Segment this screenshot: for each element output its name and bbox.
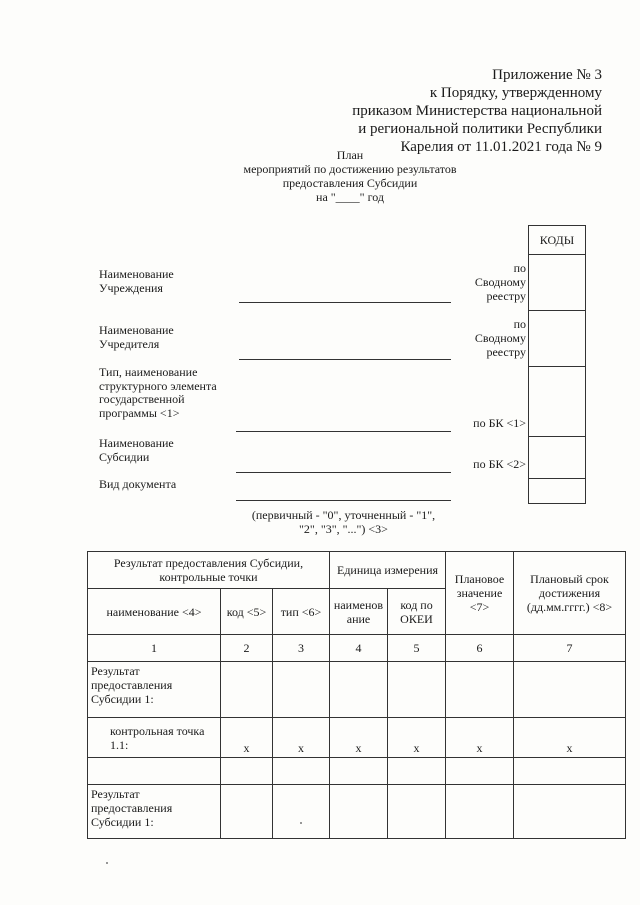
header-unit-group: Единица измерения [330, 552, 446, 589]
table-cell[interactable] [221, 785, 273, 839]
column-number: 3 [273, 635, 330, 662]
code-label-line: по [513, 317, 526, 331]
table-cell[interactable] [273, 785, 330, 839]
field-founder-code-label [475, 317, 526, 359]
table-cell[interactable]: x [221, 718, 273, 758]
column-number: 5 [388, 635, 446, 662]
header-name: наименование <4> [88, 589, 221, 635]
code-label-line: реестру [486, 345, 526, 359]
table-cell[interactable] [388, 758, 446, 785]
table-cell[interactable]: x [388, 718, 446, 758]
field-doctype-label: Вид документа [99, 477, 177, 491]
field-label-line: структурного элемента [99, 378, 217, 393]
header-plan-term: Плановый срок достижения (дд.мм.гггг.) <8> [514, 552, 626, 635]
code-label-line: реестру [486, 289, 526, 303]
title-line-3: предоставления Субсидии [282, 176, 418, 190]
table-cell[interactable] [514, 662, 626, 718]
appendix-header [352, 66, 602, 156]
field-program-line[interactable] [236, 431, 451, 432]
appendix-ministry: приказом Министерства национальной [352, 103, 602, 119]
table-row [88, 785, 626, 839]
appendix-number: Приложение № 3 [492, 67, 602, 83]
field-institution-line[interactable] [239, 302, 451, 303]
table-cell[interactable] [446, 758, 514, 785]
column-number: 4 [330, 635, 388, 662]
title-line-2: мероприятий по достижению результатов [243, 162, 457, 176]
column-number: 1 [88, 635, 221, 662]
table-row [88, 662, 626, 718]
table-row [88, 758, 626, 785]
header-result-group: Результат предоставления Субсидии, контрольные точки [88, 552, 330, 589]
scan-speck [106, 862, 108, 864]
table-cell[interactable] [273, 758, 330, 785]
appendix-date: Карелия от 11.01.2021 года № 9 [400, 139, 602, 155]
field-label-line: Наименование [99, 323, 174, 337]
field-subsidy-code-label: по БК <2> [473, 457, 526, 471]
table-cell[interactable] [330, 758, 388, 785]
field-label-line: Субсидии [99, 449, 150, 464]
field-founder-line[interactable] [239, 359, 451, 360]
field-label-line: Наименование [99, 267, 174, 281]
table-cell[interactable]: x [446, 718, 514, 758]
table-cell[interactable]: x [330, 718, 388, 758]
table-cell[interactable] [388, 662, 446, 718]
field-label-line: Тип, наименование [99, 365, 198, 379]
header-type: тип <6> [273, 589, 330, 635]
table-row [88, 718, 626, 758]
field-institution-label [99, 268, 174, 295]
header-code: код <5> [221, 589, 273, 635]
code-label-line: по [513, 261, 526, 275]
table-cell[interactable] [221, 662, 273, 718]
column-number: 6 [446, 635, 514, 662]
code-label-line: Сводному [474, 275, 526, 289]
field-institution-code-label [475, 261, 526, 303]
control-point-name-cell[interactable]: контрольная точка 1.1: [88, 718, 221, 758]
field-subsidy-line[interactable] [236, 472, 451, 473]
doc-type-note [226, 508, 461, 536]
field-label-line: Учредителя [99, 336, 160, 351]
field-founder-label [99, 324, 174, 351]
field-doctype-line[interactable] [236, 500, 451, 501]
appendix-order-ref: к Порядку, утвержденному [429, 85, 602, 101]
column-numbers-row [88, 635, 626, 662]
field-label-line: Наименование [99, 436, 174, 450]
result-name-cell[interactable]: Результат предоставления Субсидии 1: [88, 785, 221, 839]
note-line: "2", "3", "...") <3> [299, 522, 388, 536]
field-program-code-label: по БК <1> [473, 416, 526, 430]
table-cell[interactable] [330, 785, 388, 839]
header-plan-value: Плановое значение <7> [446, 552, 514, 635]
codes-header: КОДЫ [539, 233, 575, 247]
column-number: 7 [514, 635, 626, 662]
table-cell[interactable] [446, 662, 514, 718]
table-cell[interactable]: x [514, 718, 626, 758]
scan-speck [300, 822, 302, 824]
page-title [200, 148, 500, 204]
result-name-cell[interactable]: Результат предоставления Субсидии 1: [88, 662, 221, 718]
codes-box [528, 225, 586, 504]
field-program-label [99, 366, 217, 420]
table-cell[interactable] [446, 785, 514, 839]
title-line-4: на "____" год [316, 190, 384, 204]
table-cell[interactable] [330, 662, 388, 718]
table-cell[interactable] [221, 758, 273, 785]
table-cell[interactable] [273, 662, 330, 718]
table-cell[interactable] [88, 758, 221, 785]
field-subsidy-label [99, 437, 174, 464]
title-line-1: План [336, 148, 364, 162]
code-label-line: Сводному [474, 331, 526, 345]
note-line: (первичный - "0", уточненный - "1", [251, 508, 436, 522]
table-cell[interactable] [514, 785, 626, 839]
table-cell[interactable]: x [273, 718, 330, 758]
field-label-line: программы <1> [99, 405, 180, 420]
appendix-region: и региональной политики Республики [358, 121, 602, 137]
plan-table [87, 551, 626, 839]
field-label-line: государственной [99, 392, 185, 406]
header-unit-name: наименов ание [330, 589, 388, 635]
header-okei: код по ОКЕИ [388, 589, 446, 635]
field-label-line: Учреждения [99, 280, 163, 295]
table-cell[interactable] [388, 785, 446, 839]
table-cell[interactable] [514, 758, 626, 785]
column-number: 2 [221, 635, 273, 662]
